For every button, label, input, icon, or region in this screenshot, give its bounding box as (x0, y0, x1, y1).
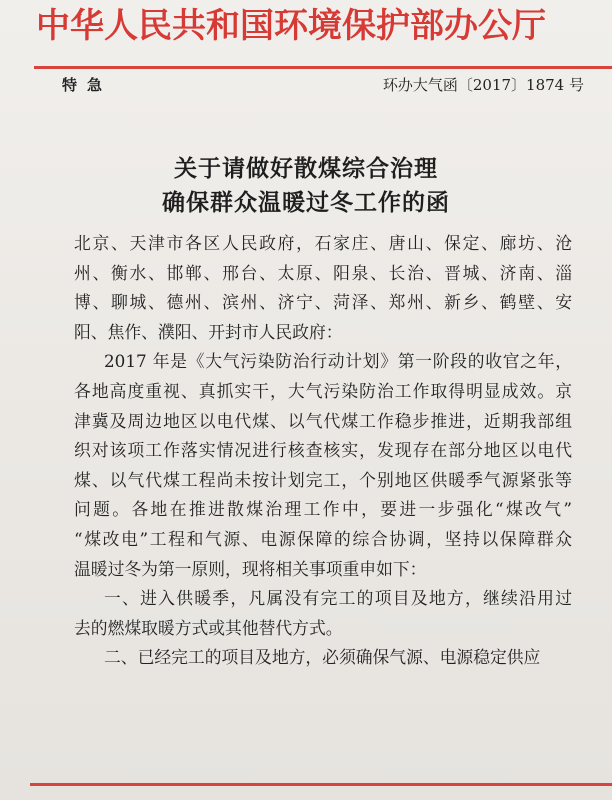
paragraph-line: 煤、以气代煤工程尚未按计划完工，个别地区供暖季气源紧张等 (74, 469, 572, 490)
document-title-line-1: 关于请做好散煤综合治理 (174, 155, 438, 182)
document-number: 环办大气函〔2017〕1874 号 (382, 76, 584, 94)
urgency-label: 特急 (62, 76, 113, 94)
paragraph-line: 温暖过冬为第一原则，现将相关事项重申如下： (74, 558, 427, 579)
paragraph-line: 去的燃煤取暖方式或其他替代方式。 (74, 617, 343, 638)
recipients-line: 博、聊城、德州、滨州、济宁、菏泽、郑州、新乡、鹤壁、安 (74, 292, 572, 313)
recipients-line: 州、衡水、邯郸、邢台、太原、阳泉、长治、晋城、济南、淄 (74, 262, 572, 283)
paragraph-line: 各地高度重视、真抓实干，大气污染防治工作取得明显成效。京 (74, 380, 572, 401)
red-header-rule (34, 66, 612, 69)
red-footer-rule (30, 783, 612, 786)
paragraph-line: 2017 年是《大气污染防治行动计划》第一阶段的收官之年， (104, 351, 572, 372)
recipients-line: 北京、天津市各区人民政府，石家庄、唐山、保定、廊坊、沧 (74, 233, 572, 253)
issuing-organization-masthead: 中华人民共和国环境保护部办公厅 (36, 6, 546, 46)
paragraph-line: 问题。各地在推进散煤治理工作中，要进一步强化“煤改气” (74, 499, 572, 520)
paragraph-line: 二、已经完工的项目及地方，必须确保气源、电源稳定供应 (104, 647, 541, 668)
paragraph-line: 织对该项工作落实情况进行核查核实，发现存在部分地区以电代 (74, 440, 572, 461)
paragraph-line: 津冀及周边地区以电代煤、以气代煤工作稳步推进，近期我部组 (74, 410, 572, 431)
document-title-line-2: 确保群众温暖过冬工作的函 (162, 189, 450, 216)
recipients-line: 阳、焦作、濮阳、开封市人民政府： (74, 321, 343, 342)
paragraph-line: 一、进入供暖季，凡属没有完工的项目及地方，继续沿用过 (104, 588, 572, 609)
document-body (74, 229, 572, 673)
paragraph-line: “煤改电”工程和气源、电源保障的综合协调，坚持以保障群众 (74, 528, 572, 549)
